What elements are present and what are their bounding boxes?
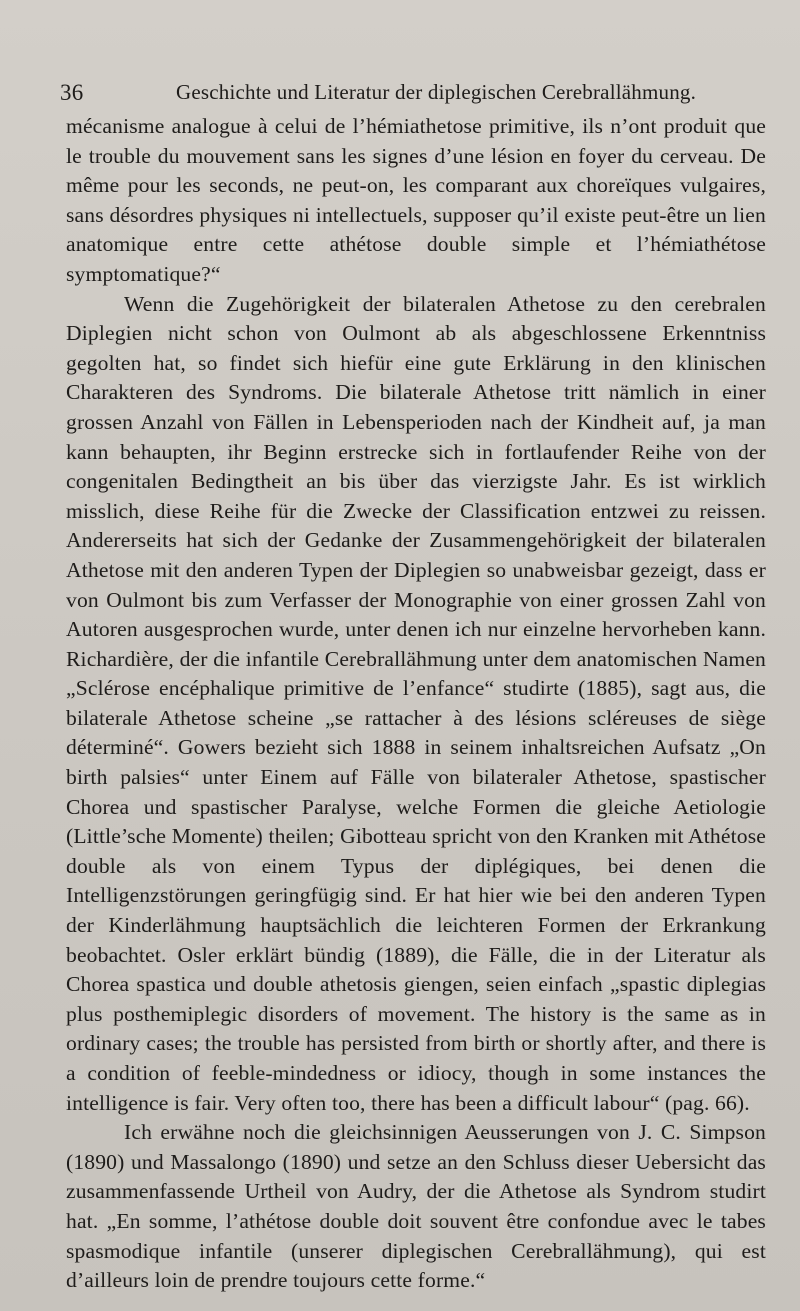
running-head bbox=[60, 80, 760, 110]
paragraph-1: mécanisme analogue à celui de l’hémiathetose primitive, ils n’ont produit que le trouble du mouvement sans les signes d’une lésion en foyer du cerveau. De même pour les seconds, ne peut-on, les comparant aux choreïques vulgaires, sans désordres physiques ni intellectuels, supposer qu’il existe peut-être un lien anatomique entre cette athétose double simple et l’hémiathétose symptomatique?“ bbox=[66, 114, 766, 286]
paragraph-2: Wenn die Zugehörigkeit der bilateralen Athetose zu den cerebralen Diplegien nicht schon von Oulmont ab als abgeschlossene Erkenntniss gegolten hat, so findet sich hiefür eine gute Erklärung in den klinischen Charakteren des Syndroms. Die bilaterale Athetose tritt nämlich in einer grossen Anzahl von Fällen in Lebensperioden nach der Kindheit auf, ja man kann behaupten, ihr Beginn erstrecke sich in fortlaufender Reihe von der congenitalen Bedingtheit an bis über das vierzigste Jahr. Es ist wirklich misslich, diese Reihe für die Zwecke der Classification entzwei zu reissen. Andererseits hat sich der Gedanke der Zusammengehörigkeit der bilateralen Athetose mit den anderen Typen der Diplegien so unabweisbar gezeigt, dass er von Oulmont bis zum Verfasser der Monographie von einer grossen Zahl von Autoren ausgesprochen wurde, unter denen ich nur einzelne hervorheben kann. Richardière, der die infantile Cerebrallähmung unter dem anatomischen Namen „Sclérose encéphalique primitive de l’enfance“ studirte (1885), sagt aus, die bilaterale Athetose scheine „se rattacher à des lésions scléreuses de siège déterminé“. Gowers bezieht sich 1888 in seinem inhaltsreichen Aufsatz „On birth palsies“ unter Einem auf Fälle von bilateraler Athetose, spastischer Chorea und spastischer Paralyse, welche Formen die gleiche Aetiologie (Little’sche Momente) theilen; Gibotteau spricht von den Kranken mit Athétose double als von einem Typus der diplégiques, bei denen die Intelligenzstörungen geringfügig sind. Er hat hier wie bei den anderen Typen der Kinderlähmung hauptsächlich die leichteren Formen der Erkrankung beobachtet. Osler erklärt bündig (1889), die Fälle, die in der Literatur als Chorea spastica und double athetosis giengen, seien einfach „spastic diplegias plus posthemiplegic disorders of movement. The history is the same as in ordinary cases; the trouble has persisted from birth or shortly after, and there is a condition of feeble-mindedness or idiocy, though in some instances the intelligence is fair. Very often too, there has been a difficult labour“ (pag. 66). bbox=[66, 291, 766, 1115]
page-number: 36 bbox=[60, 80, 84, 105]
body-text bbox=[66, 112, 766, 1296]
running-head-title: Geschichte und Literatur der diplegischen Cerebrallähmung. bbox=[176, 80, 697, 104]
paragraph-3: Ich erwähne noch die gleichsinnigen Aeusserungen von J. C. Simpson (1890) und Massalongo (1890) und setze an den Schluss dieser Uebersicht das zusammenfassende Urtheil von Audry, der die Athetose als Syndrom studirt hat. „En somme, l’athétose double doit souvent être confondue avec le tabes spasmodique infantile (unserer diplegischen Cerebrallähmung), qui est d’ailleurs loin de prendre toujours cette forme.“ bbox=[66, 1120, 766, 1293]
